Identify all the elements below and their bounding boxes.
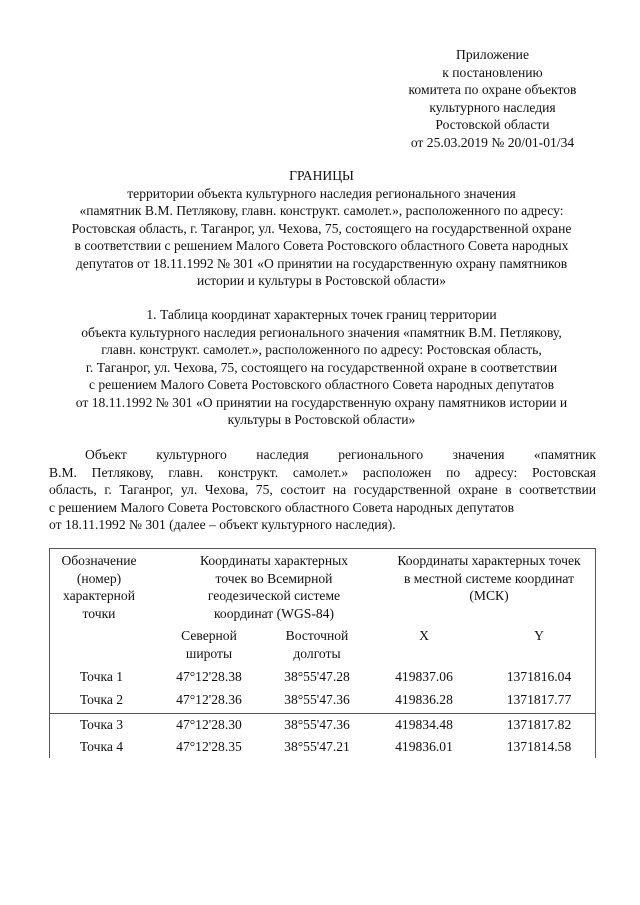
body-paragraph: [49, 446, 596, 534]
point-x: 419836.28: [395, 692, 453, 707]
section-line: главн. конструкт. самолет.», расположенного по адресу: Ростовская область,: [101, 342, 542, 357]
point-y: 1371817.82: [506, 717, 572, 732]
point-longitude: 38°55'47.21: [284, 739, 350, 754]
point-latitude: 47°12'28.38: [176, 669, 242, 684]
title-line: «памятник В.М. Петлякову, главн. конструкт. самолет.», расположенного по адресу:: [79, 203, 564, 218]
section-line: с решением Малого Совета Ростовского областного Совета народных депутатов: [88, 377, 555, 392]
subheader-x: X: [419, 628, 429, 643]
paragraph-line: В.М. Петлякову, главн. конструкт. самолет.» расположен по адресу: Ростовская: [49, 464, 596, 480]
subheader-north-latitude: Северной широты: [181, 628, 237, 661]
point-name: Точка 2: [79, 692, 124, 707]
section-line: от 18.11.1992 № 301 «О принятии на государственную охрану памятников истории и: [75, 394, 568, 410]
point-latitude: 47°12'28.35: [176, 739, 242, 754]
table-border-top: [49, 548, 596, 549]
point-y: 1371816.04: [506, 669, 572, 684]
title-line: в соответствии с решением Малого Совета Ростовского областного Совета народных: [74, 238, 569, 253]
section-line: культуры в Ростовской области»: [227, 412, 416, 427]
appendix-line: комитета по охране объектов: [408, 82, 577, 97]
point-longitude: 38°55'47.28: [284, 669, 350, 684]
title-line: истории и культуры в Ростовской области»: [196, 273, 446, 288]
appendix-line: культурного наследия: [429, 99, 556, 115]
title-line: территории объекта культурного наследия регионального значения: [127, 185, 516, 201]
header-point-designation: Обозначение (номер) характерной точки: [61, 553, 137, 621]
point-latitude: 47°12'28.36: [176, 692, 242, 707]
table-row-separator: [49, 713, 596, 714]
point-longitude: 38°55'47.36: [284, 692, 350, 707]
point-y: 1371817.77: [506, 692, 572, 707]
paragraph-line: с решением Малого Совета Ростовского областного Совета народных депутатов: [49, 499, 515, 515]
paragraph-line: область, г. Таганрог, ул. Чехова, 75, состоит на государственной охране в соответствии: [49, 482, 596, 497]
subheader-east-longitude: Восточной долготы: [285, 628, 349, 661]
title-line: Ростовская область, г. Таганрог, ул. Чехова, 75, состоящего на государственной охране: [71, 220, 572, 236]
section-line: г. Таганрог, ул. Чехова, 75, состоящего на государственной охране в соответствии: [85, 359, 558, 375]
title-line: депутатов от 18.11.1992 № 301 «О принятии на государственную охрану памятников: [75, 255, 568, 271]
appendix-line: от 25.03.2019 № 20/01-01/34: [410, 134, 575, 150]
point-x: 419834.48: [395, 717, 453, 732]
point-longitude: 38°55'47.36: [284, 717, 350, 732]
header-msk: Координаты характерных точек в местной системе координат (МСК): [397, 553, 581, 603]
section-heading: [40, 306, 603, 429]
point-latitude: 47°12'28.30: [176, 717, 242, 732]
point-y: 1371814.58: [506, 739, 572, 754]
appendix-line: Ростовской области: [435, 117, 550, 132]
point-name: Точка 4: [79, 739, 124, 754]
section-line: 1. Таблица координат характерных точек границ территории: [146, 307, 497, 322]
appendix-line: Приложение: [456, 47, 529, 62]
appendix-line: к постановлению: [442, 64, 543, 80]
header-wgs84: Координаты характерных точек во Всемирной геодезической системе координат (WGS-84): [199, 553, 349, 621]
section-line: объекта культурного наследия регионального значения «памятник В.М. Петлякову,: [81, 324, 562, 340]
point-x: 419836.01: [395, 739, 453, 754]
point-name: Точка 3: [79, 717, 124, 732]
subheader-y: Y: [534, 628, 544, 643]
document-title: [40, 167, 603, 290]
paragraph-line: Объект культурного наследия регионального значения «памятник: [85, 447, 596, 462]
point-name: Точка 1: [79, 669, 124, 684]
coordinates-table: [49, 548, 596, 760]
appendix-header: [390, 46, 595, 151]
paragraph-line: от 18.11.1992 № 301 (далее – объект культурного наследия).: [49, 517, 396, 532]
title-heading: ГРАНИЦЫ: [289, 168, 354, 183]
point-x: 419837.06: [395, 669, 453, 684]
